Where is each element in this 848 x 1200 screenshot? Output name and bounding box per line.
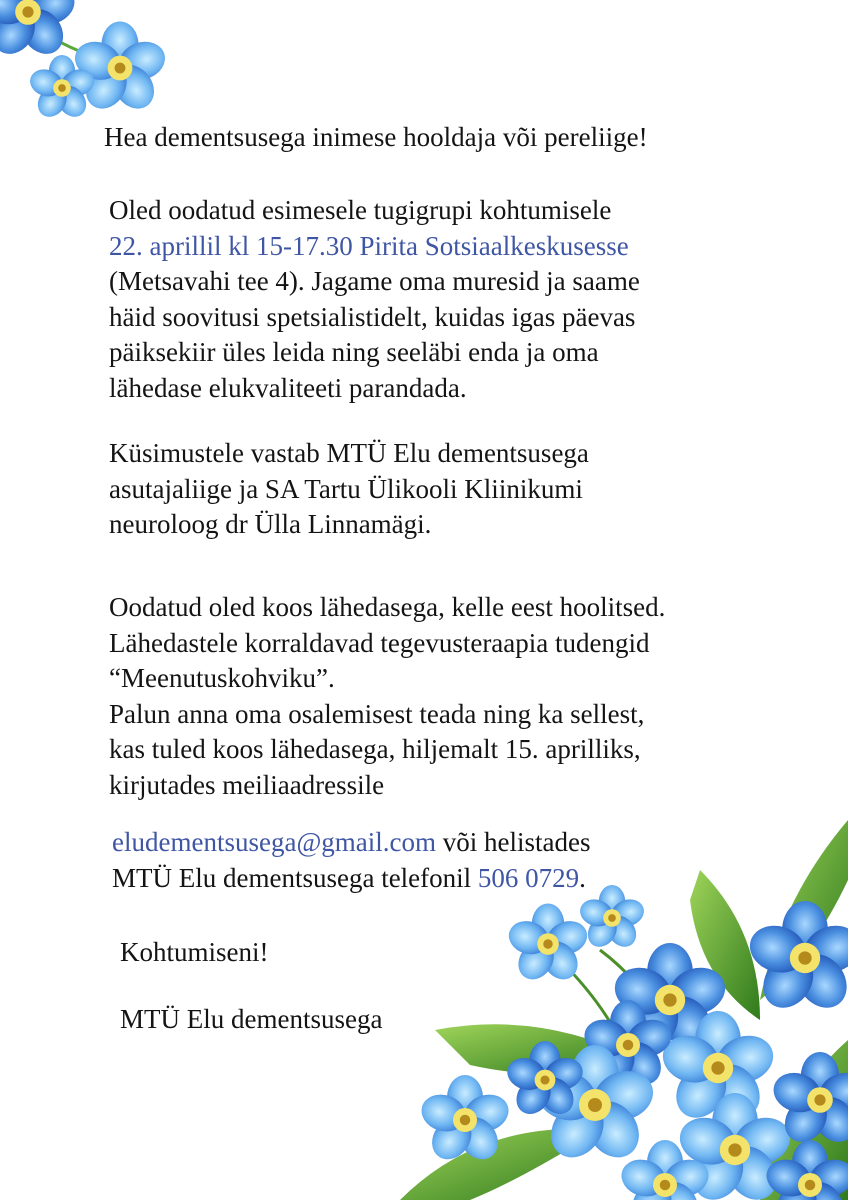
invitation-line: (Metsavahi tee 4). Jagame oma muresid ja saame <box>109 266 640 296</box>
greeting-heading: Hea dementsusega inimese hooldaja või pereliige! <box>104 122 648 152</box>
email-link[interactable]: eludementsusega@gmail.com <box>112 827 437 857</box>
email-suffix: või helistades <box>436 827 591 857</box>
registration-line: Palun anna oma osalemisest teada ning ka sellest, <box>109 698 645 729</box>
expert-paragraph <box>109 436 589 543</box>
contact-paragraph <box>112 825 591 896</box>
closing-text: Kohtumiseni! <box>120 937 269 967</box>
invitation-line: lähedase elukvaliteeti parandada. <box>109 372 467 403</box>
registration-line: “Meenutuskohviku”. <box>109 663 335 693</box>
expert-line: Küsimustele vastab MTÜ Elu dementsusega <box>109 438 589 468</box>
email-line <box>112 825 591 861</box>
phone-link[interactable]: 506 0729 <box>477 862 580 893</box>
invitation-line: Oled oodatud esimesele tugigrupi kohtumisele <box>109 195 612 225</box>
top-left-flowers <box>0 0 170 122</box>
phone-prefix: MTÜ Elu dementsusega telefonil <box>112 862 478 893</box>
signature: MTÜ Elu dementsusega <box>120 1004 383 1034</box>
invitation-line: päiksekiir üles leida ning seeläbi enda ja oma <box>109 337 599 367</box>
registration-paragraph <box>109 590 665 803</box>
event-date-location: 22. aprillil kl 15-17.30 Pirita Sotsiaalkeskusesse <box>109 230 629 261</box>
registration-line: Lähedastele korraldavad tegevusteraapia tudengid <box>109 627 650 658</box>
expert-line: asutajaliige ja SA Tartu Ülikooli Kliinikumi <box>109 473 583 504</box>
phone-line <box>112 861 591 897</box>
registration-line: Oodatud oled koos lähedasega, kelle eest hoolitsed. <box>109 592 666 622</box>
expert-line: neuroloog dr Ülla Linnamägi. <box>109 509 432 539</box>
phone-suffix: . <box>579 862 586 893</box>
registration-line: kirjutades meiliaadressile <box>109 769 385 800</box>
invitation-line: häid soovitusi spetsialistidelt, kuidas igas päevas <box>109 301 636 332</box>
registration-line: kas tuled koos lähedasega, hiljemalt 15. aprilliks, <box>109 734 641 764</box>
invitation-paragraph <box>109 193 640 406</box>
